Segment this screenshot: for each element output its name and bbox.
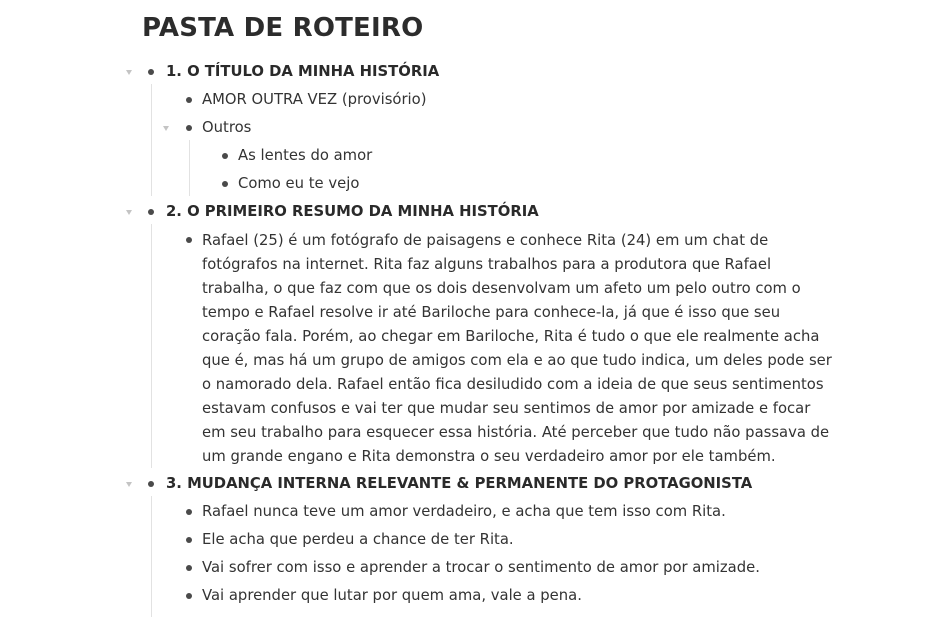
guide-line-section-3 <box>151 496 152 617</box>
guide-line-section-1 <box>151 84 152 196</box>
bullet-icon[interactable] <box>186 237 192 243</box>
bullet-icon[interactable] <box>186 537 192 543</box>
bullet-icon[interactable] <box>148 481 154 487</box>
collapse-toggle-section-3[interactable] <box>126 482 132 487</box>
bullet-icon[interactable] <box>148 69 154 75</box>
section-2-summary[interactable]: Rafael (25) é um fotógrafo de paisagens e conhece Rita (24) em um chat de fotógrafos na internet. Rita faz alguns trabalhos para a produtora que Rafael trabalha, o que faz com que os dois desenvolvam um afeto um pelo outro com o tempo e Rafael resolve ir até Bariloche para conhece-la, já que é isso que seu coração fala. Porém, ao chegar em Bariloche, Rita é tudo o que ele realmente acha que é, mas há um grupo de amigos com ela e ao que tudo indica, um deles pode ser o namorado dela. Rafael então fica desiludido com a ideia de que seus sentimentos estavam confusos e vai ter que mudar seu sentimos de amor por amizade e focar em seu trabalho para esquecer essa história. Até perceber que tudo não passava de um grande engano e Rita demonstra o seu verdadeiro amor por ele também. <box>202 232 832 465</box>
others-item-2[interactable]: Como eu te vejo <box>238 175 360 192</box>
section-1-heading[interactable]: 1. O TÍTULO DA MINHA HISTÓRIA <box>166 63 440 80</box>
collapse-toggle-section-1[interactable] <box>126 70 132 75</box>
section-1-item-others[interactable]: Outros <box>202 119 252 136</box>
section-1-item-title[interactable]: AMOR OUTRA VEZ (provisório) <box>202 91 427 108</box>
section-2-heading[interactable]: 2. O PRIMEIRO RESUMO DA MINHA HISTÓRIA <box>166 203 539 220</box>
bullet-icon[interactable] <box>148 209 154 215</box>
bullet-icon[interactable] <box>186 593 192 599</box>
section-3-item-1[interactable]: Rafael nunca teve um amor verdadeiro, e acha que tem isso com Rita. <box>202 503 726 520</box>
section-3-item-4[interactable]: Vai aprender que lutar por quem ama, vale a pena. <box>202 587 582 604</box>
guide-line-others <box>189 140 190 196</box>
bullet-icon[interactable] <box>222 181 228 187</box>
section-3-item-2[interactable]: Ele acha que perdeu a chance de ter Rita. <box>202 531 514 548</box>
page-title: PASTA DE ROTEIRO <box>142 13 424 43</box>
bullet-icon[interactable] <box>222 153 228 159</box>
bullet-icon[interactable] <box>186 565 192 571</box>
section-3-heading[interactable]: 3. MUDANÇA INTERNA RELEVANTE & PERMANENTE DO PROTAGONISTA <box>166 475 753 492</box>
collapse-toggle-others[interactable] <box>163 126 169 131</box>
guide-line-section-2 <box>151 224 152 468</box>
collapse-toggle-section-2[interactable] <box>126 210 132 215</box>
bullet-icon[interactable] <box>186 97 192 103</box>
bullet-icon[interactable] <box>186 125 192 131</box>
bullet-icon[interactable] <box>186 509 192 515</box>
section-3-item-3[interactable]: Vai sofrer com isso e aprender a trocar o sentimento de amor por amizade. <box>202 559 760 576</box>
others-item-1[interactable]: As lentes do amor <box>238 147 373 164</box>
